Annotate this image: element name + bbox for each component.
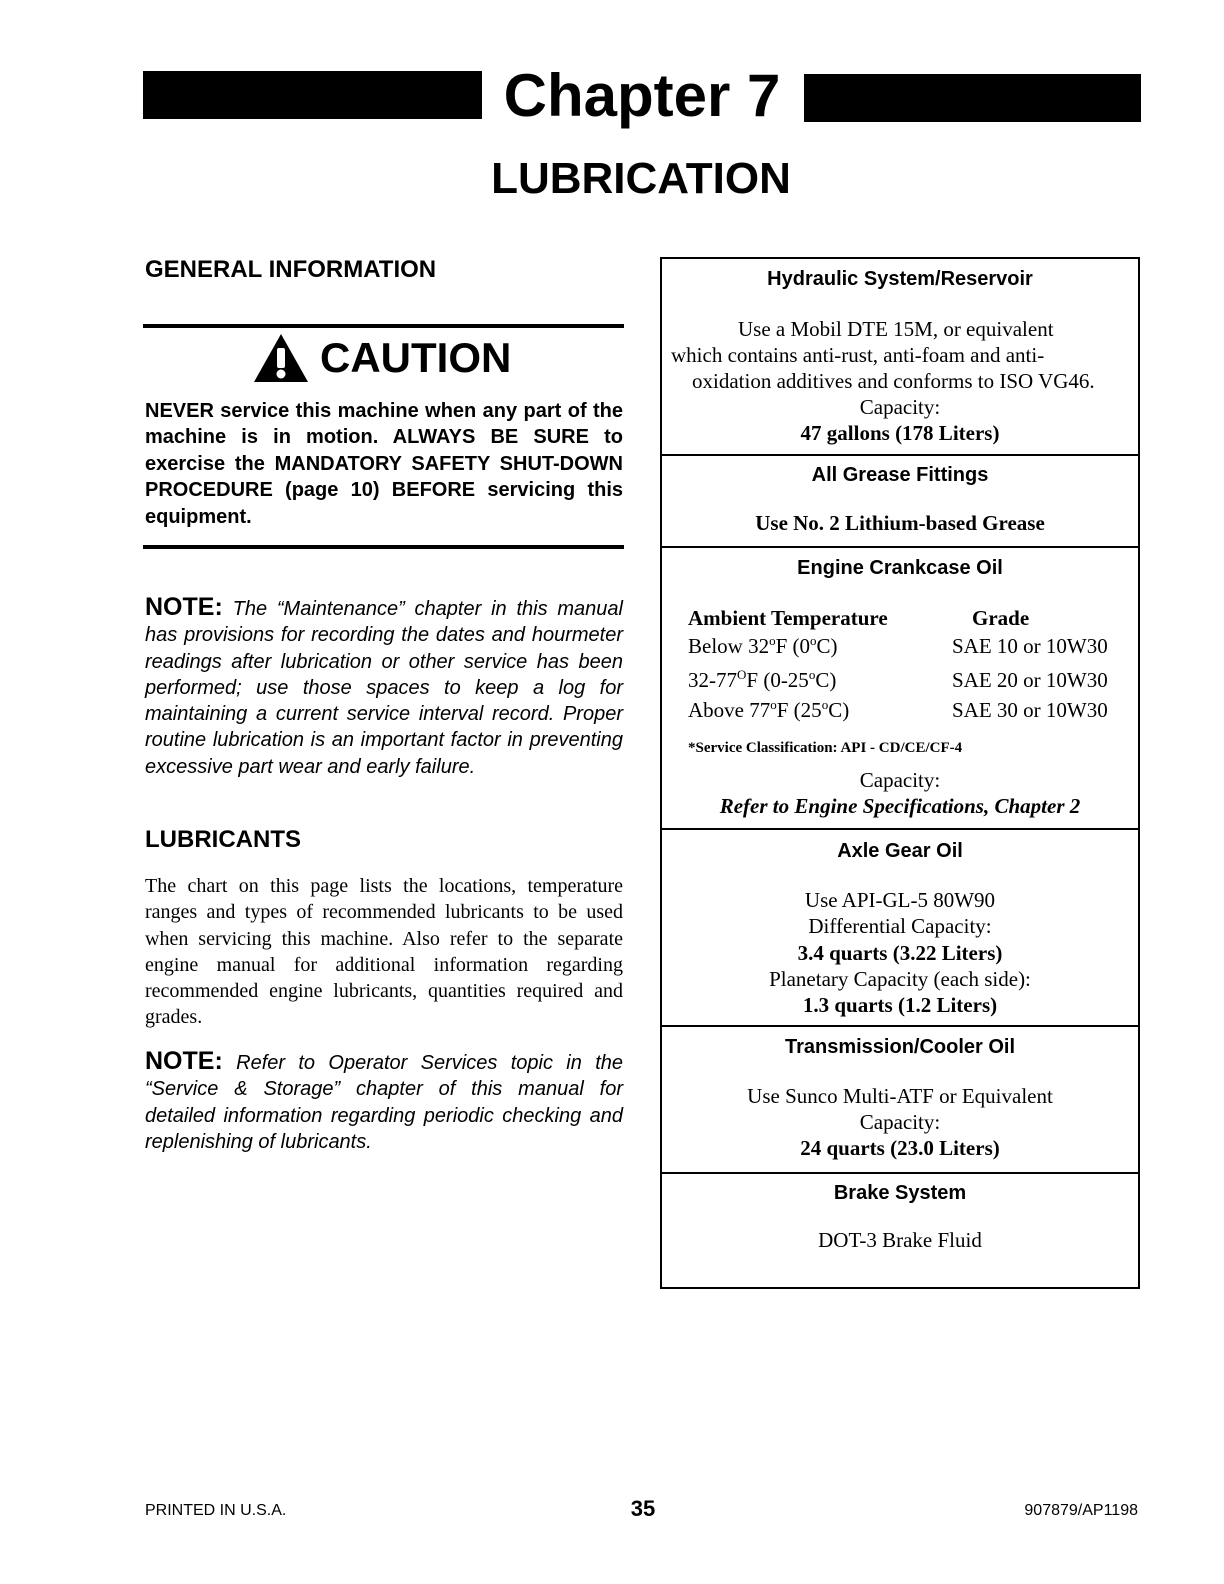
hydraulic-cell	[662, 259, 1138, 456]
page-number: 35	[630, 1496, 656, 1521]
brake-system-cell	[662, 1174, 1138, 1287]
cell-title: Engine Crankcase Oil	[797, 557, 1003, 579]
note-label: NOTE:	[145, 1047, 223, 1075]
planetary-label: Planetary Capacity (each side):	[769, 967, 1031, 991]
cell-title: Transmission/Cooler Oil	[784, 1036, 1016, 1058]
capacity-label: Capacity:	[859, 1110, 941, 1134]
lubrication-chart	[660, 257, 1140, 1289]
cell-title: Axle Gear Oil	[837, 840, 963, 862]
service-classification: *Service Classification: API - CD/CE/CF-4	[688, 740, 963, 756]
capacity-value: 47 gallons (178 Liters)	[800, 421, 1000, 445]
footer-printed: PRINTED IN U.S.A.	[145, 1502, 287, 1519]
planetary-capacity: 1.3 quarts (1.2 Liters)	[802, 993, 998, 1017]
lubricants-heading: LUBRICANTS	[145, 826, 301, 853]
grease-cell	[662, 456, 1138, 548]
differential-label: Differential Capacity:	[808, 914, 992, 938]
temperature-cell: $32-77^OF$ (0-25$^o$C)	[688, 667, 837, 692]
column-header-grade: Grade	[972, 606, 1030, 630]
caution-text: NEVER service this machine when any part of the machine is in motion. ALWAYS BE SURE to exercise the MANDATORY SAFETY SHUT-DOWN PROCEDURE (page 10) BEFORE servicing this equipment.	[145, 400, 623, 528]
temperature-cell: Below 32$^o$F (0$^o$C)	[688, 633, 838, 658]
cell-line: Use No. 2 Lithium-based Grease	[755, 511, 1045, 535]
cell-line: DOT-3 Brake Fluid	[818, 1228, 982, 1252]
lubricants-body: The chart on this page lists the locations, temperature ranges and types of recommended lubricants to be used when servicing this machine. Also refer to the separate engine manual for additional information regarding recommended engine lubricants, quantities required and grades.	[145, 875, 623, 1029]
cell-title: Hydraulic System/Reservoir	[767, 268, 1033, 290]
caution-header	[252, 330, 511, 386]
cell-line: which contains anti-rust, anti-foam and anti-	[671, 343, 1045, 367]
temperature-cell: Above 77$^o$F (25$^o$C)	[688, 697, 850, 722]
note-label: NOTE:	[145, 593, 223, 621]
maintenance-note	[145, 594, 623, 780]
caution-label: CAUTION	[320, 334, 512, 381]
header-bar-right	[804, 74, 1141, 122]
note-text: Refer to Operator Services topic in the “Service & Storage” chapter of this manual for detailed information regarding periodic checking and replenishing of lubricants.	[145, 1052, 623, 1153]
grade-cell: SAE 10 or 10W30	[952, 634, 1108, 658]
cell-title: All Grease Fittings	[811, 464, 989, 486]
chapter-subtitle: LUBRICATION	[491, 154, 791, 203]
warning-triangle-icon	[252, 332, 310, 384]
operator-services-note	[145, 1048, 623, 1155]
note-text: The “Maintenance” chapter in this manual has provisions for recording the dates and hourmeter readings after lubrication or other service has been performed; use those spaces to keep a log for maintaining a current service interval record. Proper routine lubrication is an important factor in preventing excessive part wear and early failure.	[145, 598, 623, 778]
capacity-value: Refer to Engine Specifications, Chapter 2	[719, 794, 1081, 818]
engine-oil-cell	[662, 548, 1138, 830]
caution-bottom-rule	[143, 545, 624, 549]
axle-gear-oil-cell	[662, 830, 1138, 1027]
footer-doc-number: 907879/AP1198	[1024, 1502, 1138, 1519]
caution-top-rule	[143, 324, 624, 328]
grade-cell: SAE 20 or 10W30	[952, 668, 1108, 692]
transmission-oil-cell	[662, 1027, 1138, 1174]
cell-line: Use a Mobil DTE 15M, or equivalent	[738, 317, 1054, 341]
header-bar-left	[143, 71, 482, 119]
cell-title: Brake System	[833, 1182, 967, 1204]
grade-cell: SAE 30 or 10W30	[952, 698, 1108, 722]
column-header-temperature: Ambient Temperature	[688, 606, 888, 630]
cell-line: Use Sunco Multi-ATF or Equivalent	[747, 1084, 1053, 1108]
general-information-heading: GENERAL INFORMATION	[145, 256, 437, 283]
cell-line: oxidation additives and conforms to ISO VG46.	[692, 369, 1095, 393]
capacity-value: 24 quarts (23.0 Liters)	[800, 1136, 1000, 1160]
cell-line: Use API-GL-5 80W90	[804, 888, 996, 912]
chapter-title: Chapter 7	[503, 62, 781, 129]
capacity-label: Capacity:	[859, 395, 941, 419]
capacity-label: Capacity:	[859, 768, 941, 792]
differential-capacity: 3.4 quarts (3.22 Liters)	[797, 941, 1003, 965]
